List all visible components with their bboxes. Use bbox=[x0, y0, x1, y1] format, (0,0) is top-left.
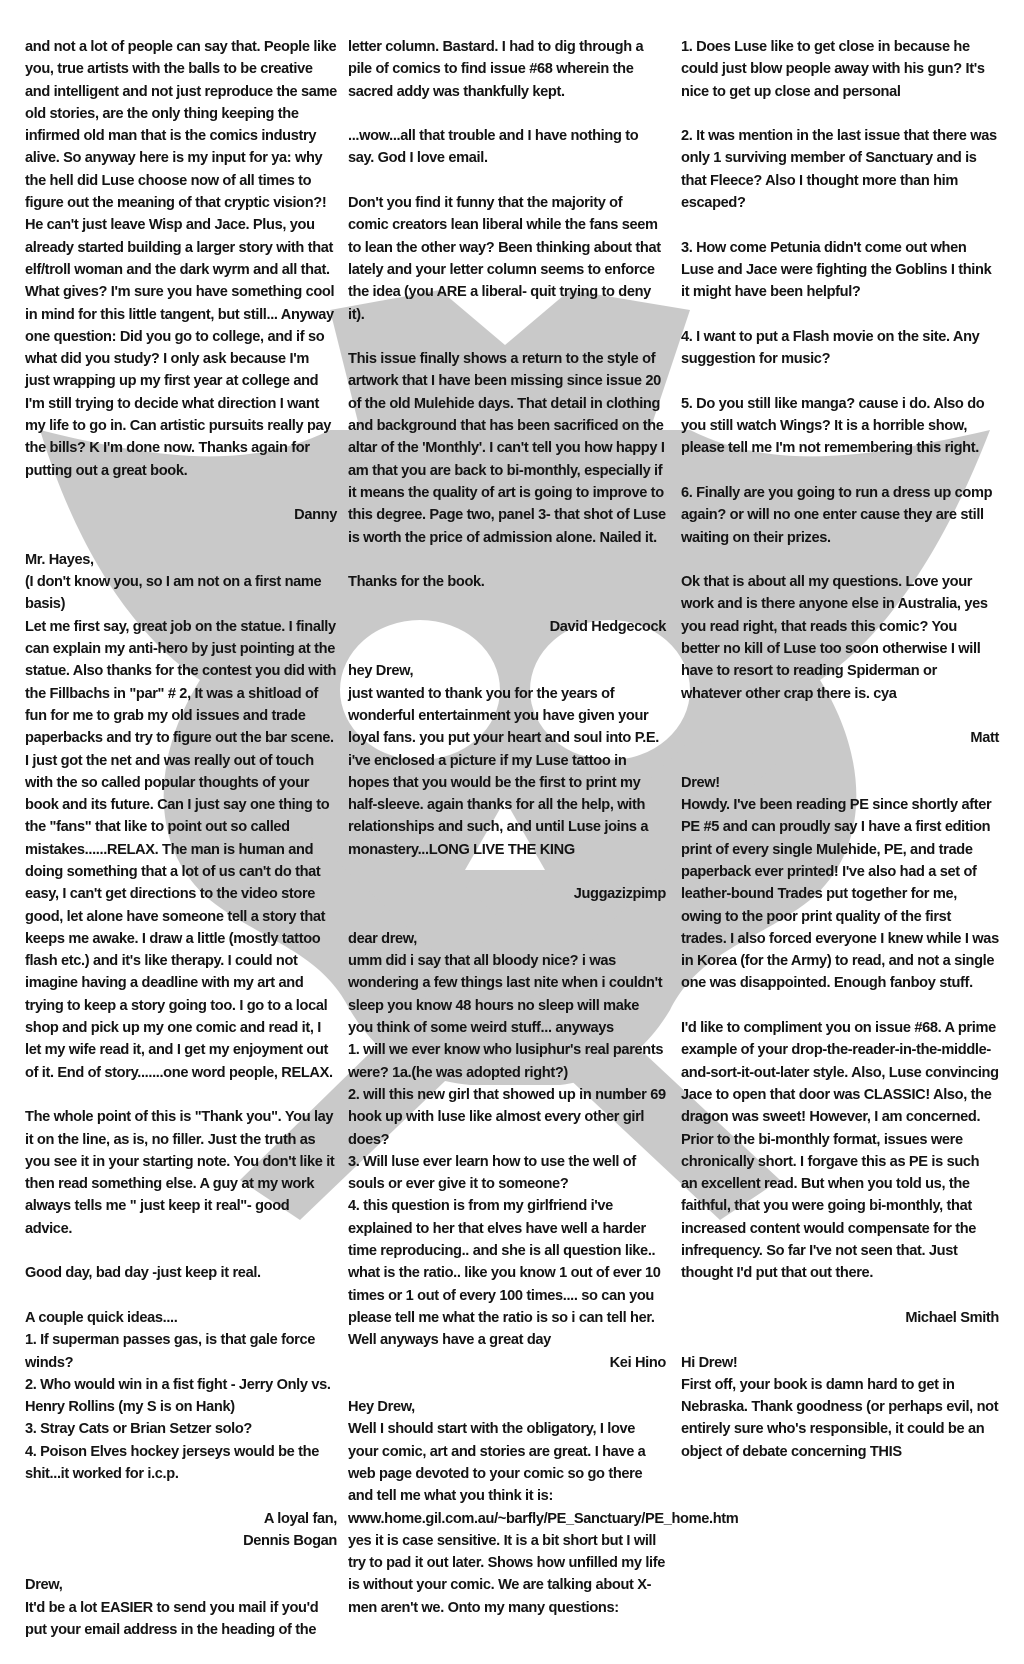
letter-paragraph: Good day, bad day -just keep it real. bbox=[25, 1265, 261, 1282]
letter-signature: David Hedgecock bbox=[549, 618, 666, 635]
letter-greeting: Hey Drew, bbox=[348, 1399, 415, 1416]
letter-paragraph: I'd like to compliment you on issue #68. A prime example of your drop-the-reader-in-the-middle-and-sort-it-out-later style. Also, Luse convincing Jace to open that door was CLASSIC! Also, the dragon was sweet! However, I am concerned. Prior to the bi-monthly format, issues were chronically short. I forgave this as PE is such an excellent read. But when you told us, the faithful, that you were going bi-monthly, that increased content would compensate for the infrequency. So far I've not seen that. Just thought I'd put that out there. bbox=[681, 1020, 999, 1282]
letter-greeting: dear drew, bbox=[348, 930, 417, 947]
letter-paragraph: just wanted to thank you for the years of wonderful entertainment you have given your loyal fans. you put your heart and soul into P.E. i've enclosed a picture if my Luse tattoo in hopes that you would be the first to print my half-sleeve. again thanks for all the help, with relationships and such, and until Luse joins a monastery...LONG LIVE THE KING bbox=[348, 685, 659, 858]
question-item: 3. How come Petunia didn't come out when Luse and Jace were fighting the Goblins I think it might have been helpful? bbox=[681, 239, 992, 301]
letter-paragraph: A couple quick ideas.... 1. If superman passes gas, is that gale force winds? 2. Who would win in a fist fight - Jerry Only vs. Henry Rollins (my S is on Hank) 3. Stray Cats or Brian Setzer solo? 4. Poison Elves hockey jerseys would be the shit...it worked for i.c.p. bbox=[25, 1309, 331, 1482]
letter-paragraph: It'd be a lot EASIER to send you mail if you'd put your email address in the heading of the bbox=[25, 1599, 319, 1639]
letter-greeting: hey Drew, bbox=[348, 663, 414, 680]
letter-paragraph: umm did i say that all bloody nice? i was wondering a few things last nite when i couldn't sleep you know 48 hours no sleep will make you think of some weird stuff... anyways 1. will we ever know who lusiphur's real parents were? 1a.(he was adopted right?) 2. will this new girl that showed up in number 69 hook up with luse like almost every other girl does? 3. Will luse ever learn how to use the well of souls or ever give it to someone? 4. this question is from my girlfriend i've explained to her that elves have well a harder time reproducing.. and she is all question like.. what is the ratio.. like you know 1 out of ever 10 times or 1 out of every 100 times.... so can you please tell me what the ratio is so i can tell her. Well anyways have a great day bbox=[348, 953, 666, 1349]
letter-greeting: Drew! bbox=[681, 774, 720, 791]
question-item: 6. Finally are you going to run a dress up comp again? or will no one enter cause they are still waiting on their prizes. bbox=[681, 484, 993, 546]
letter-paragraph: First off, your book is damn hard to get in Nebraska. Thank goodness (or perhaps evil, not entirely sure who's responsible, it could be an object of debate concerning THIS bbox=[681, 1376, 999, 1460]
letter-signature: A loyal fan, Dennis Bogan bbox=[243, 1510, 337, 1549]
question-item: 4. I want to put a Flash movie on the site. Any suggestion for music? bbox=[681, 328, 980, 368]
letter-paragraph: This issue finally shows a return to the style of artwork that I have been missing since issue 20 of the old Mulehide days. That detail in clothing and background that has been sacrificed on the altar of the 'Monthly'. I can't tell you how happy I am that you are back to bi-monthly, especially if it means the quality of art is going to improve to this degree. Page two, panel 3- that shot of Luse is worth the price of admission alone. Nailed it. bbox=[348, 351, 666, 546]
letter-paragraph: Well I should start with the obligatory, I love your comic, art and stories are great. I have a web page devoted to your comic so go there and tell me what you think it is: www.home.gil.com.au/~barfly/PE_Sanctuary/PE_home.htm yes it is case sensitive. It is a bit short but I will try to pad it out later. Shows how unfilled my life is without your comic. We are talking about X-men aren't we. Onto my many questions: bbox=[348, 1421, 739, 1616]
letter-column-1 bbox=[25, 36, 337, 1664]
letter-paragraph: Thanks for the book. bbox=[348, 574, 485, 591]
letter-paragraph: (I don't know you, so I am not on a first name basis) Let me first say, great job on the statue. I finally can explain my anti-hero by just pointing at the statue. Also thanks for the contest you did with the Fillbachs in "par" # 2, It was a shitload of fun for me to grab my old issues and trade paperbacks and try to figure out the bar scene. I just got the net and was really out of touch with the so called popular thoughts of your book and its future. Can I just say one thing to the "fans" that like to point out so called mistakes......RELAX. The man is human and doing something that a lot of us can't do that easy, I can't get directions to the video store good, let alone have someone tell a story that keeps me awake. I draw a little (mostly tattoo flash etc.) and it's like therapy. I could not imagine having a deadline with my art and trying to keep a story going too. I go to a local shop and pick up my one comic and read it, I let my wife read it, and I get my enjoyment out of it. End of story.......one word people, RELAX. bbox=[25, 574, 337, 1081]
letter-paragraph: and not a lot of people can say that. People like you, true artists with the balls to be creative and intelligent and not just reproduce the same old stories, are the only thing keeping the infirmed old man that is the comics industry alive. So anyway here is my input for ya: why the hell did Luse choose now of all times to figure out the meaning of that cryptic vision?! He can't just leave Wisp and Jace. Plus, you already started building a larger story with that elf/troll woman and the dark wyrm and all that. What gives? I'm sure you have something cool in mind for this little tangent, but still... Anyway one question: Did you go to college, and if so what did you study? I only ask because I'm just wrapping up my first year at college and I'm still trying to decide what direction I want my life to go in. Can artistic pursuits really pay the bills? K I'm done now. Thanks again for putting out a great book. bbox=[25, 39, 337, 479]
letter-greeting: Mr. Hayes, bbox=[25, 551, 94, 568]
question-item: 5. Do you still like manga? cause i do. Also do you still watch Wings? It is a horrible show, please tell me I'm not remembering this right. bbox=[681, 395, 985, 457]
letter-column-3 bbox=[681, 36, 999, 1485]
question-item: 2. It was mention in the last issue that there was only 1 surviving member of Sanctuary and is that Fleece? Also I thought more than him escaped? bbox=[681, 128, 997, 212]
question-item: 1. Does Luse like to get close in because he could just blow people away with his gun? It's nice to get up close and personal bbox=[681, 39, 985, 100]
letter-paragraph: Howdy. I've been reading PE since shortly after PE #5 and can proudly say I have a first edition print of every single Mulehide, PE, and trade paperback ever printed! I've also had a set of leather-bound Trades put together for me, owing to the poor print quality of the first trades. I also forced everyone I knew while I was in Korea (for the Army) to read, and not a single one was disappointed. Enough fanboy stuff. bbox=[681, 797, 999, 992]
letter-paragraph: Ok that is about all my questions. Love your work and is there anyone else in Australia, yes you read right, that reads this comic? You better no kill of Luse too soon otherwise I will have to resort to reading Spiderman or whatever other crap there is. cya bbox=[681, 574, 988, 702]
letter-signature: Kei Hino bbox=[609, 1354, 666, 1371]
letter-greeting: Hi Drew! bbox=[681, 1354, 738, 1371]
letter-paragraph: Don't you find it funny that the majority of comic creators lean liberal while the fans seem to lean the other way? Been thinking about that lately and your letter column seems to enforce the idea (you ARE a liberal- quit trying to deny it). bbox=[348, 195, 661, 323]
letter-paragraph: ...wow...all that trouble and I have nothing to say. God I love email. bbox=[348, 128, 639, 167]
letter-signature: Danny bbox=[294, 507, 337, 524]
letter-paragraph: The whole point of this is "Thank you". You lay it on the line, as is, no filler. Just the truth as you see it in your starting note. You don't like it then read something else. A guy at my work always tells me " just keep it real"- good advice. bbox=[25, 1109, 335, 1237]
letter-greeting: Drew, bbox=[25, 1577, 63, 1594]
letter-signature: Juggazizpimp bbox=[573, 886, 666, 903]
letter-paragraph: letter column. Bastard. I had to dig through a pile of comics to find issue #68 wherein the sacred addy was thankfully kept. bbox=[348, 39, 644, 100]
letter-signature: Matt bbox=[970, 730, 999, 747]
letter-signature: Michael Smith bbox=[905, 1309, 999, 1326]
